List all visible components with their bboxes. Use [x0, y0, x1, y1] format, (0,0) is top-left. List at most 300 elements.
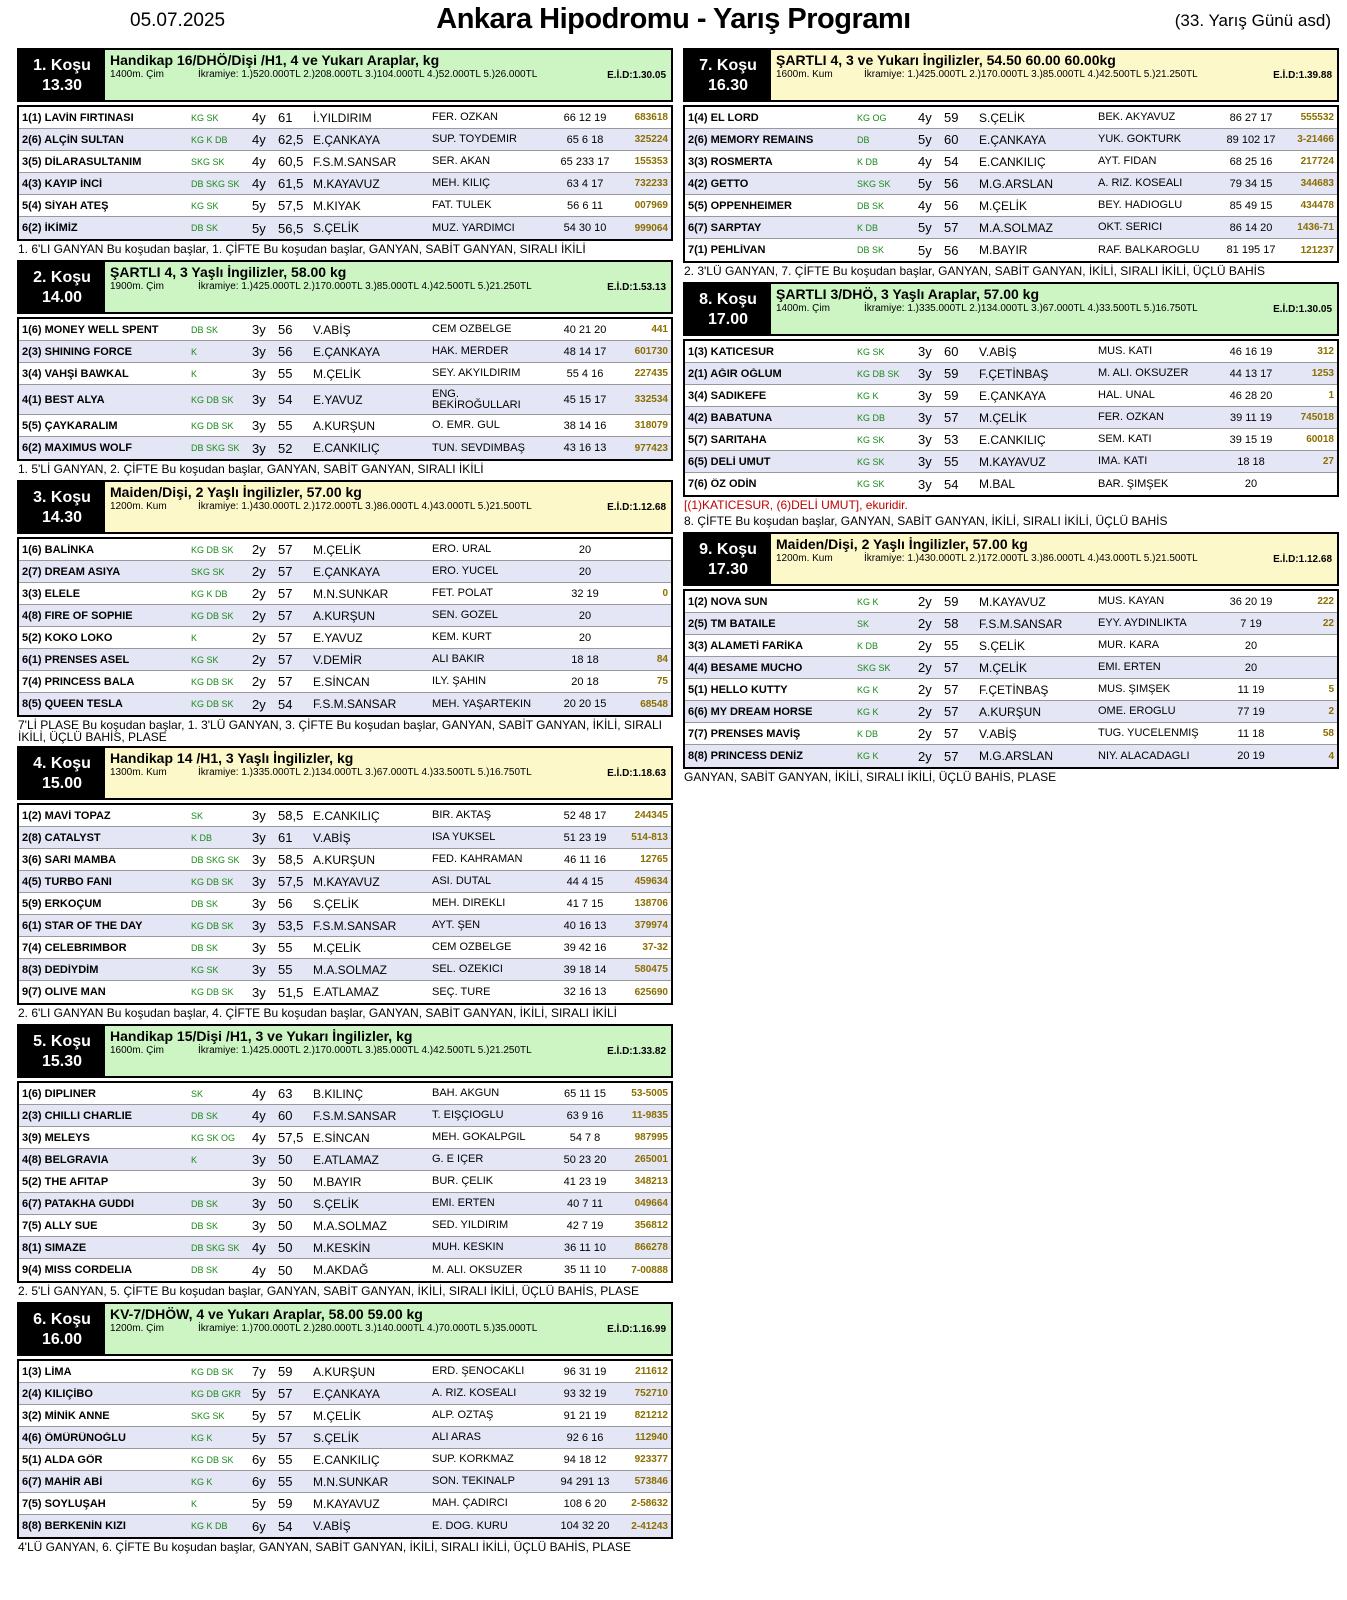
- horse-weight: 50: [278, 1262, 293, 1278]
- jockey: F.ÇETİNBAŞ: [979, 682, 1049, 697]
- race-distance: 1600m. Kum: [776, 69, 833, 80]
- horse-number: 3(6): [22, 853, 42, 866]
- horse-name: [19, 654, 191, 666]
- jockey: M.KAYAVUZ: [313, 874, 380, 889]
- horse-name-text: MONEY WELL SPENT: [44, 323, 159, 336]
- horse-stats: 54 30 10: [563, 222, 607, 234]
- form-code: 2-58632: [631, 1498, 668, 1509]
- horse-name: [685, 728, 857, 740]
- horse-row[interactable]: [685, 591, 1337, 613]
- equipment: KG DB SK: [191, 920, 234, 931]
- horse-number: 1(4): [688, 111, 708, 124]
- horse-row[interactable]: [19, 827, 671, 849]
- horse-row[interactable]: [19, 385, 671, 415]
- horse-age: 2y: [918, 726, 932, 741]
- trainer: BEY. HADİOĞLU: [1098, 200, 1183, 211]
- trainer: YÜK. GÖKTÜRK: [1098, 134, 1182, 145]
- jockey: M.BAL: [979, 477, 1016, 491]
- horse-number: 6(2): [22, 222, 42, 234]
- horse-row[interactable]: [19, 1259, 671, 1281]
- horse-row[interactable]: [19, 1383, 671, 1405]
- horse-number: 6(7): [22, 1197, 42, 1210]
- race-block: [17, 746, 673, 1021]
- horse-weight: 56: [944, 176, 959, 191]
- horse-weight: 62,5: [278, 132, 304, 147]
- trainer: RAF. BALKAROĞLU: [1098, 244, 1200, 256]
- ekuri-note: [(1)KATICESUR, (6)DELİ UMUT], ekuridir.: [684, 498, 908, 512]
- horse-row[interactable]: [19, 1515, 671, 1537]
- trainer: ALİ ARAS: [432, 1432, 481, 1443]
- horse-age: 3y: [918, 366, 932, 381]
- horse-row[interactable]: [19, 341, 671, 363]
- horse-row[interactable]: [685, 217, 1337, 239]
- form-code: 1253: [1311, 368, 1334, 379]
- horse-name-text: MELEYS: [44, 1131, 90, 1144]
- horse-weight: 56: [278, 344, 293, 359]
- form-code: 217724: [1300, 156, 1334, 167]
- equipment: DB SK: [857, 200, 885, 211]
- horse-row[interactable]: [19, 437, 671, 459]
- jockey: S.ÇELİK: [313, 1430, 360, 1445]
- form-code: 75: [656, 676, 668, 687]
- horse-table: [683, 105, 1339, 263]
- race-info: [105, 1304, 671, 1354]
- race-block: [17, 48, 673, 257]
- horse-age: 3y: [252, 440, 266, 456]
- horse-row[interactable]: [19, 671, 671, 693]
- form-code: 348213: [634, 1176, 668, 1187]
- horse-name-text: STAR OF THE DAY: [44, 919, 143, 932]
- jockey: M.ÇELİK: [313, 940, 362, 955]
- race-header: [683, 532, 1339, 586]
- race-distance: 1200m. Çim: [110, 1323, 164, 1334]
- horse-name-text: BABATUNA: [710, 411, 773, 424]
- trainer: M. ALİ. ÖKSÜZER: [432, 1264, 523, 1276]
- jockey: A.KURŞUN: [313, 1364, 376, 1379]
- race-prize: İkramiye: 1.)430.000TL 2.)172.000TL 3.)86.000TL 4.)43.000TL 5.)21.500TL: [864, 553, 1198, 564]
- horse-weight: 60: [278, 1108, 293, 1123]
- horse-age: 4y: [918, 198, 932, 213]
- jockey: M.KAYAVUZ: [979, 594, 1046, 609]
- trainer: MEH. GÖKALPGİL: [432, 1132, 526, 1143]
- bet-note: GANYAN, SABİT GANYAN, İKİLİ, SIRALI İKİLİ, ÜÇLÜ BAHİS, PLASE: [684, 770, 1057, 784]
- horse-number: 6(1): [22, 653, 42, 666]
- form-code: 4: [1328, 750, 1334, 762]
- horse-age: 2y: [252, 696, 266, 712]
- horse-number: 5(1): [22, 1453, 42, 1466]
- horse-row[interactable]: [685, 239, 1337, 261]
- horse-name-text: LAVİN FIRTINASI: [44, 111, 134, 124]
- horse-age: 3y: [252, 1174, 266, 1189]
- horse-row[interactable]: [19, 915, 671, 937]
- form-code: 5: [1328, 684, 1334, 695]
- horse-stats: 11 19: [1237, 683, 1265, 696]
- left-column: [17, 48, 673, 1558]
- horse-row[interactable]: [685, 635, 1337, 657]
- horse-stats: 86 27 17: [1229, 111, 1273, 124]
- horse-stats: 66 12 19: [563, 111, 607, 124]
- form-code: 356812: [634, 1220, 668, 1231]
- horse-row[interactable]: [685, 723, 1337, 745]
- equipment: DB SKG SK: [191, 443, 240, 453]
- horse-weight: 56: [278, 896, 293, 911]
- race-time: 17.30: [707, 561, 749, 578]
- form-code: 0: [662, 588, 668, 599]
- horse-name-text: BEST ALYA: [44, 393, 105, 406]
- horse-number: 3(9): [22, 1131, 42, 1144]
- horse-name: [685, 640, 857, 652]
- trainer: MÜS. KAYAN: [1098, 596, 1165, 607]
- race-header: [17, 260, 673, 314]
- horse-age: 3y: [252, 918, 266, 933]
- race-title: Handikap 14 /H1, 3 Yaşlı İngilizler, kg: [110, 750, 354, 766]
- horse-row[interactable]: [685, 613, 1337, 635]
- form-code: 2-41243: [631, 1520, 668, 1532]
- horse-weight: 59: [278, 1364, 293, 1379]
- race-number-box: [19, 50, 105, 100]
- horse-row[interactable]: [685, 107, 1337, 129]
- trainer: SED. YILDIRIM: [432, 1220, 509, 1231]
- horse-stats: 20: [578, 631, 592, 644]
- horse-row[interactable]: [685, 173, 1337, 195]
- horse-row[interactable]: [19, 129, 671, 151]
- horse-row[interactable]: [19, 363, 671, 385]
- horse-name-text: MİNİK ANNE: [44, 1409, 110, 1422]
- horse-row[interactable]: [19, 217, 671, 239]
- horse-age: 4y: [252, 176, 266, 191]
- horse-name: [19, 156, 191, 168]
- equipment: KG DB SK: [191, 420, 234, 431]
- horse-weight: 50: [278, 1218, 293, 1233]
- race-time: 14.00: [41, 289, 83, 306]
- equipment: K DB: [191, 832, 213, 843]
- race-header: [17, 1302, 673, 1356]
- horse-number: 2(5): [688, 617, 708, 630]
- equipment: K: [191, 632, 198, 643]
- race-detail-line: [776, 303, 1333, 315]
- horse-name-text: PEHLİVAN: [710, 244, 766, 256]
- horse-row[interactable]: [19, 1361, 671, 1383]
- horse-row[interactable]: [685, 745, 1337, 767]
- horse-row[interactable]: [685, 151, 1337, 173]
- horse-row[interactable]: [19, 151, 671, 173]
- equipment: KG SK: [857, 479, 885, 489]
- horse-row[interactable]: [19, 319, 671, 341]
- horse-age: 2y: [918, 616, 932, 631]
- trainer: ALP. ÖZTAŞ: [432, 1410, 494, 1421]
- horse-stats: 65 233 17: [560, 155, 610, 168]
- horse-name: [19, 368, 191, 380]
- trainer: MÜS. KATI: [1098, 346, 1153, 357]
- horse-row[interactable]: [19, 107, 671, 129]
- horse-weight: 63: [278, 1086, 293, 1101]
- horse-name-text: ERKOÇUM: [44, 897, 102, 910]
- horse-row[interactable]: [19, 415, 671, 437]
- horse-row[interactable]: [19, 1105, 671, 1127]
- horse-row[interactable]: [19, 1127, 671, 1149]
- horse-row[interactable]: [19, 1215, 671, 1237]
- race-number-box: [19, 1304, 105, 1354]
- equipment: KG K: [857, 596, 879, 607]
- horse-row[interactable]: [19, 959, 671, 981]
- horse-weight: 55: [278, 1474, 293, 1489]
- horse-age: 3y: [252, 366, 266, 381]
- horse-row[interactable]: [19, 1237, 671, 1259]
- horse-name-text: KAYIP İNCİ: [44, 177, 103, 190]
- horse-row[interactable]: [685, 129, 1337, 151]
- trainer: MAH. ÇADIRCI: [432, 1498, 508, 1509]
- horse-name: [19, 134, 191, 146]
- horse-name-text: ALDA GÖR: [44, 1453, 103, 1466]
- jockey: E.CANKILIÇ: [979, 432, 1046, 447]
- form-code: 227435: [634, 368, 668, 379]
- form-code: 601730: [634, 346, 668, 357]
- horse-weight: 60: [944, 132, 959, 147]
- race-record: E.İ.D:1.12.68: [1273, 554, 1332, 565]
- horse-row[interactable]: [685, 363, 1337, 385]
- horse-age: 3y: [252, 1196, 266, 1211]
- race-time: 16.30: [707, 77, 749, 94]
- horse-row[interactable]: [19, 1405, 671, 1427]
- horse-weight: 55: [278, 1452, 293, 1467]
- jockey: F.S.M.SANSAR: [313, 918, 397, 933]
- horse-stats: 40 21 20: [563, 323, 607, 336]
- equipment: KG K: [191, 1432, 213, 1443]
- horse-name: [19, 1498, 191, 1510]
- horse-row[interactable]: [19, 1149, 671, 1171]
- jockey: M.AKDAĞ: [313, 1263, 369, 1277]
- horse-stats: 46 28 20: [1229, 389, 1273, 402]
- horse-weight: 57: [278, 652, 293, 667]
- horse-number: 4(8): [22, 1153, 42, 1166]
- horse-age: 3y: [252, 940, 266, 955]
- horse-number: 2(6): [688, 133, 708, 146]
- race-title: KV-7/DHÖW, 4 ve Yukarı Araplar, 58.00 59.00 kg: [110, 1306, 423, 1322]
- horse-row[interactable]: [19, 1493, 671, 1515]
- horse-age: 6y: [252, 1474, 266, 1489]
- horse-name: [19, 1110, 191, 1122]
- form-code: 752710: [634, 1388, 668, 1399]
- race-prize: İkramiye: 1.)335.000TL 2.)134.000TL 3.)67.000TL 4.)33.500TL 5.)16.750TL: [864, 303, 1198, 314]
- horse-row[interactable]: [685, 407, 1337, 429]
- jockey: M.ÇELİK: [979, 410, 1028, 425]
- race-info: [771, 50, 1337, 100]
- horse-weight: 55: [278, 366, 293, 381]
- horse-name: [19, 1198, 191, 1210]
- equipment: K: [191, 346, 198, 357]
- horse-name: [19, 1264, 191, 1276]
- horse-name-text: CELEBRIMBOR: [44, 941, 127, 954]
- jockey: E.ATLAMAZ: [313, 1152, 379, 1167]
- horse-age: 5y: [252, 1408, 266, 1423]
- horse-age: 4y: [918, 154, 932, 169]
- horse-stats: 43 16 13: [563, 442, 607, 454]
- jockey: M.G.ARSLAN: [979, 176, 1054, 191]
- equipment: DB SK: [191, 324, 219, 335]
- horse-number: 2(6): [22, 133, 42, 146]
- equipment: KG OG: [857, 112, 887, 123]
- horse-row[interactable]: [685, 679, 1337, 701]
- horse-weight: 54: [278, 696, 293, 712]
- jockey: M.A.SOLMAZ: [979, 220, 1054, 235]
- horse-weight: 57: [944, 660, 959, 675]
- jockey: V.ABİŞ: [313, 830, 351, 845]
- horse-name: [19, 986, 191, 998]
- horse-row[interactable]: [685, 341, 1337, 363]
- horse-age: 5y: [918, 242, 932, 258]
- horse-stats: 79 34 15: [1229, 177, 1273, 190]
- jockey: E.ATLAMAZ: [313, 985, 379, 999]
- horse-weight: 55: [278, 940, 293, 955]
- horse-stats: 93 32 19: [563, 1387, 607, 1400]
- horse-name-text: PRENSES ASEL: [44, 653, 130, 666]
- horse-row[interactable]: [19, 583, 671, 605]
- horse-row[interactable]: [19, 893, 671, 915]
- jockey: S.ÇELİK: [979, 110, 1026, 125]
- trainer: EMİ. ERTEN: [432, 1198, 495, 1209]
- horse-number: 7(5): [22, 1219, 42, 1232]
- race-info: [105, 1026, 671, 1076]
- horse-stats: 20: [1244, 478, 1258, 490]
- horse-row[interactable]: [19, 561, 671, 583]
- horse-age: 5y: [252, 198, 266, 213]
- horse-age: 3y: [252, 984, 266, 1000]
- horse-name: [19, 588, 191, 600]
- horse-row[interactable]: [19, 805, 671, 827]
- horse-age: 3y: [252, 1218, 266, 1233]
- horse-age: 3y: [252, 322, 266, 337]
- race-detail-line: [776, 553, 1333, 565]
- horse-name: [685, 368, 857, 380]
- horse-row[interactable]: [685, 429, 1337, 451]
- race-header: [683, 282, 1339, 336]
- horse-row[interactable]: [19, 871, 671, 893]
- horse-row[interactable]: [19, 195, 671, 217]
- horse-name: [685, 596, 857, 608]
- form-code: 007969: [634, 200, 668, 211]
- form-code: 60018: [1306, 434, 1334, 445]
- bet-note: 4'LÜ GANYAN, 6. ÇİFTE Bu koşudan başlar, GANYAN, SABİT GANYAN, İKİLİ, SIRALI İKİLİ, ÜÇLÜ BAHİS, PLASE: [18, 1540, 631, 1554]
- horse-number: 1(2): [688, 595, 708, 608]
- horse-row[interactable]: [19, 693, 671, 715]
- horse-stats: 41 23 19: [563, 1175, 607, 1188]
- horse-name-text: DELİ UMUT: [710, 455, 771, 468]
- horse-stats: 50 23 20: [563, 1153, 607, 1166]
- horse-name: [19, 854, 191, 866]
- trainer: MEH. YAŞARTEKİN: [432, 698, 532, 710]
- race-detail-line: [110, 69, 667, 81]
- race-prize: İkramiye: 1.)425.000TL 2.)170.000TL 3.)85.000TL 4.)42.500TL 5.)21.250TL: [198, 1045, 532, 1056]
- horse-row[interactable]: [19, 1471, 671, 1493]
- race-number: 4. Koşu: [33, 755, 91, 772]
- trainer: MUZ. YARDIMCI: [432, 222, 515, 234]
- jockey: M.ÇELİK: [313, 542, 362, 557]
- horse-row[interactable]: [685, 385, 1337, 407]
- horse-age: 3y: [252, 1152, 266, 1167]
- trainer: MEH. KILIÇ: [432, 178, 491, 189]
- horse-name-text: MISS CORDELIA: [44, 1264, 133, 1276]
- horse-row[interactable]: [685, 701, 1337, 723]
- horse-name-text: ÇAYKARALIM: [44, 419, 118, 432]
- horse-stats: 40 7 11: [567, 1197, 603, 1210]
- horse-row[interactable]: [19, 1427, 671, 1449]
- horse-row[interactable]: [685, 473, 1337, 495]
- horse-weight: 53: [944, 432, 959, 447]
- equipment: KG K DB: [191, 588, 228, 599]
- horse-age: 5y: [918, 220, 932, 235]
- horse-row[interactable]: [19, 1171, 671, 1193]
- horse-row[interactable]: [19, 849, 671, 871]
- horse-number: 7(4): [22, 675, 42, 688]
- horse-row[interactable]: [685, 451, 1337, 473]
- horse-name-text: PRENSES MAVİŞ: [710, 727, 801, 740]
- trainer: SEN. GÖZEL: [432, 610, 499, 621]
- horse-row[interactable]: [19, 981, 671, 1003]
- trainer: EYY. AYDINLIKTA: [1098, 618, 1187, 629]
- form-code: 332534: [634, 394, 668, 405]
- trainer: SER. AKAN: [432, 156, 491, 167]
- horse-weight: 56,5: [278, 220, 304, 236]
- horse-row[interactable]: [19, 649, 671, 671]
- horse-number: 3(4): [688, 389, 708, 402]
- horse-weight: 52: [278, 440, 293, 456]
- equipment: DB SKG SK: [191, 1242, 240, 1253]
- horse-row[interactable]: [19, 1083, 671, 1105]
- trainer: SON. TEKİNALP: [432, 1476, 515, 1487]
- horse-row[interactable]: [19, 173, 671, 195]
- horse-row[interactable]: [685, 195, 1337, 217]
- horse-row[interactable]: [685, 657, 1337, 679]
- horse-weight: 58,5: [278, 808, 304, 823]
- horse-number: 1(6): [22, 1087, 42, 1100]
- horse-table: [17, 537, 673, 717]
- race-block: [17, 480, 673, 743]
- horse-row[interactable]: [19, 1449, 671, 1471]
- trainer: FET. POLAT: [432, 588, 493, 599]
- equipment: KG K DB: [191, 1521, 228, 1531]
- horse-name-text: EL LORD: [710, 111, 759, 124]
- horse-name: [19, 876, 191, 888]
- horse-stats: 77 19: [1237, 705, 1265, 718]
- equipment: KG K DB: [191, 134, 228, 145]
- horse-age: 2y: [252, 652, 266, 667]
- horse-row[interactable]: [19, 937, 671, 959]
- race-distance: 1400m. Çim: [110, 69, 164, 80]
- race-time: 13.30: [41, 77, 83, 94]
- trainer: MUH. KESKİN: [432, 1242, 504, 1253]
- horse-row[interactable]: [19, 1193, 671, 1215]
- horse-row[interactable]: [19, 627, 671, 649]
- horse-age: 2y: [918, 638, 932, 653]
- jockey: F.S.M.SANSAR: [979, 616, 1063, 631]
- horse-name-text: DİLARASULTANIM: [44, 155, 142, 168]
- horse-name-text: MAXIMUS WOLF: [44, 442, 133, 454]
- horse-row[interactable]: [19, 539, 671, 561]
- bet-note: 2. 6'LI GANYAN Bu koşudan başlar, 4. ÇİFTE Bu koşudan başlar, GANYAN, SABİT GANYAN, İKİLİ, SIRALI İKİLİ: [18, 1006, 617, 1020]
- trainer: FER. ÖZKAN: [432, 112, 499, 123]
- horse-number: 2(1): [688, 367, 708, 380]
- horse-weight: 57: [944, 220, 959, 235]
- equipment: SKG SK: [857, 178, 891, 189]
- jockey: M.BAYIR: [979, 243, 1028, 257]
- jockey: V.ABİŞ: [979, 726, 1017, 741]
- trainer: EMİ. ERTEN: [1098, 662, 1161, 673]
- form-code: 573846: [634, 1476, 668, 1487]
- horse-weight: 53,5: [278, 918, 304, 933]
- horse-stats: 92 6 16: [566, 1431, 604, 1444]
- horse-row[interactable]: [19, 605, 671, 627]
- race-header: [17, 48, 673, 102]
